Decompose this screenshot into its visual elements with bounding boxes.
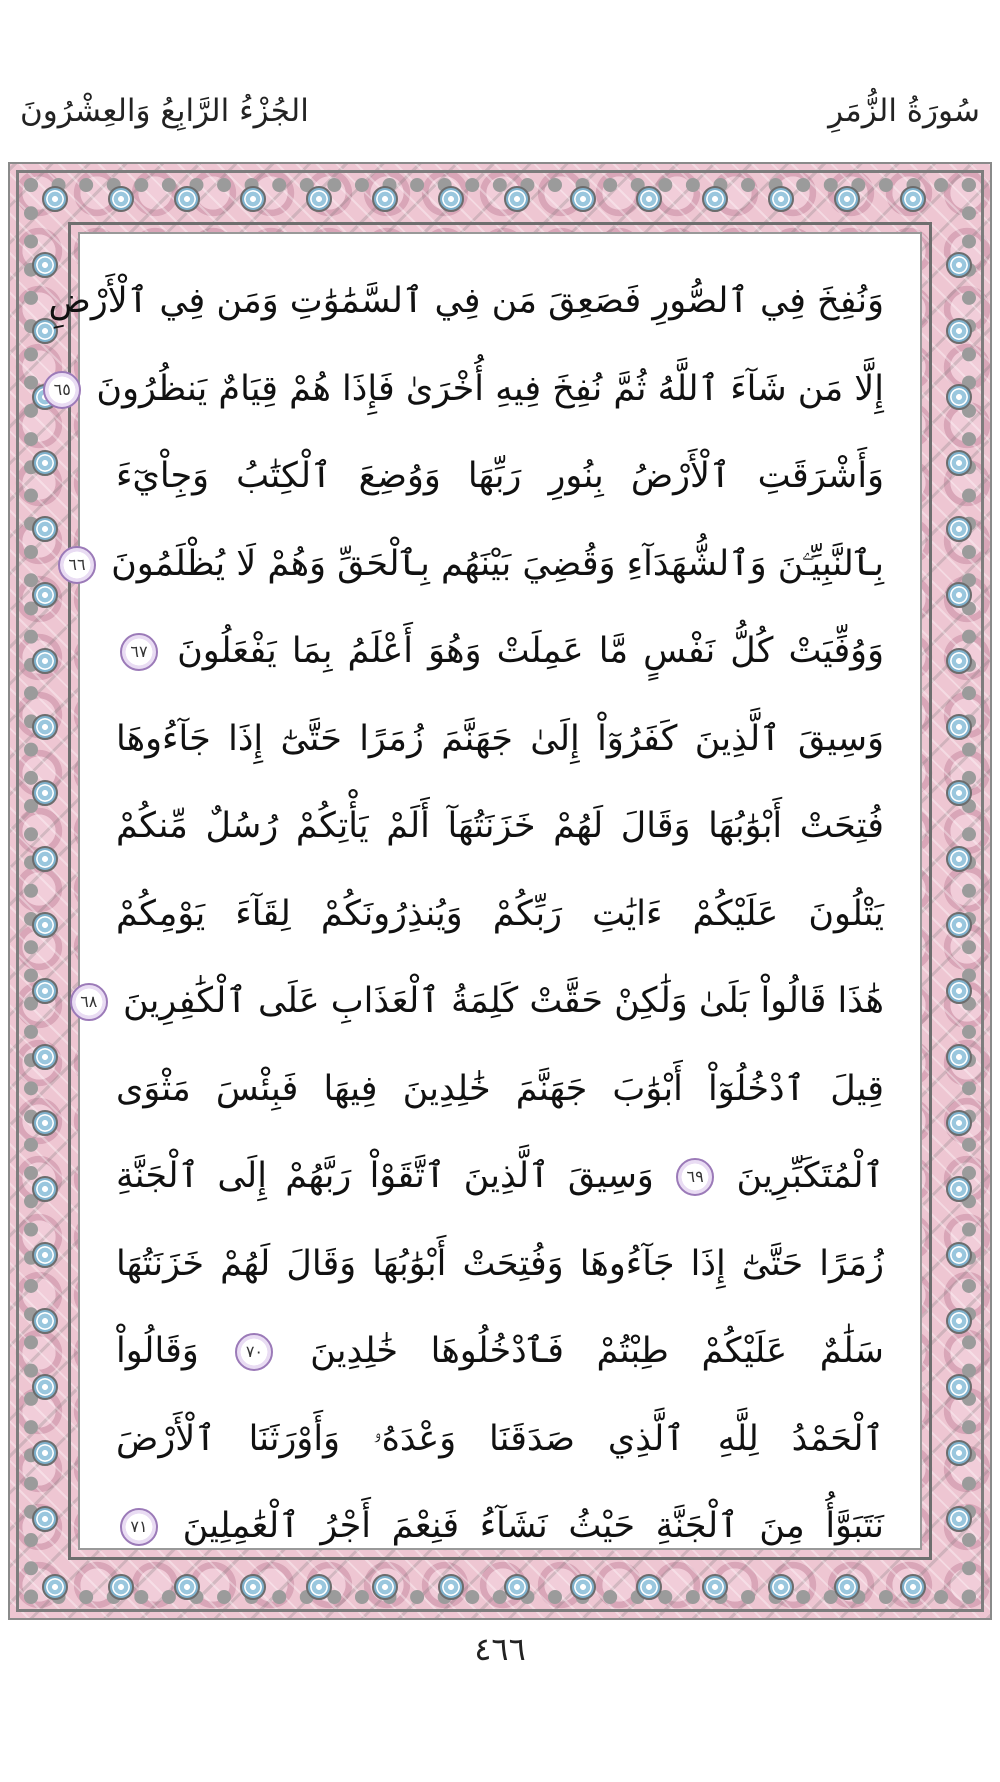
border-rosette-icon	[32, 648, 58, 674]
verse-text: وَقَالُواْ	[116, 1331, 199, 1371]
border-rosette-icon	[504, 1574, 530, 1600]
border-rosette-icon	[946, 1242, 972, 1268]
verse-text: بِٱلنَّبِيِّـۧنَ وَٱلشُّهَدَآءِ وَقُضِيَ بَيْنَهُم بِٱلْحَقِّ وَهُمْ لَا يُظْلَمُونَ	[111, 543, 884, 584]
border-rosette-icon	[946, 318, 972, 344]
border-rosette-icon	[32, 780, 58, 806]
border-rosette-icon	[768, 1574, 794, 1600]
verse-text: ٱلْحَمْدُ لِلَّهِ ٱلَّذِي صَدَقَنَا وَعْدَهُۥ وَأَوْرَثَنَا ٱلْأَرْضَ	[116, 1418, 884, 1459]
border-rosette-icon	[240, 1574, 266, 1600]
border-rosette-icon	[768, 186, 794, 212]
verse-text: سَلَٰمٌ عَلَيْكُمْ طِبْتُمْ فَٱدْخُلُوهَا خَٰلِدِينَ	[310, 1331, 884, 1371]
border-rosette-icon	[372, 186, 398, 212]
border-rosette-icon	[32, 1242, 58, 1268]
verse-text: قِيلَ ٱدْخُلُوٓاْ أَبْوَٰبَ جَهَنَّمَ خَٰلِدِينَ فِيهَا فَبِئْسَ مَثْوَى	[116, 1068, 884, 1109]
border-rosette-icon	[32, 912, 58, 938]
border-rosette-icon	[570, 1574, 596, 1600]
border-rosette-icon	[946, 1506, 972, 1532]
ayah-number-marker: ٦٧	[120, 633, 158, 671]
border-rosette-icon	[946, 1044, 972, 1070]
border-rosette-icon	[32, 1308, 58, 1334]
ayah-number-marker: ٦٨	[70, 983, 108, 1021]
border-rosette-icon	[42, 1574, 68, 1600]
border-rosette-icon	[834, 186, 860, 212]
verse-line	[116, 1396, 884, 1484]
border-rosette-icon	[702, 186, 728, 212]
juz-title: الجُزْءُ الرَّابِعُ وَالعِشْرُونَ	[20, 93, 309, 129]
border-rosette-icon	[946, 384, 972, 410]
ayah-number-marker: ٦٦	[58, 546, 96, 584]
verse-text: وَوُفِّيَتْ كُلُّ نَفْسٍ مَّا عَمِلَتْ وَهُوَ أَعْلَمُ بِمَا يَفْعَلُونَ	[177, 631, 884, 671]
border-rosette-icon	[946, 450, 972, 476]
border-rosette-icon	[702, 1574, 728, 1600]
border-rosette-icon	[946, 1176, 972, 1202]
border-rosette-icon	[32, 450, 58, 476]
border-rosette-icon	[834, 1574, 860, 1600]
page-number: ٤٦٦	[474, 1630, 526, 1668]
verse-text: هَٰذَا قَالُواْ بَلَىٰ وَلَٰكِنْ حَقَّتْ كَلِمَةُ ٱلْعَذَابِ عَلَى ٱلْكَٰفِرِينَ	[122, 981, 884, 1021]
verse-line	[116, 871, 884, 959]
verse-text: وَنُفِخَ فِي ٱلصُّورِ فَصَعِقَ مَن فِي ٱلسَّمَٰوَٰتِ وَمَن فِي ٱلْأَرْضِ	[48, 281, 884, 321]
border-rosette-icon	[946, 1374, 972, 1400]
ayah-number-marker: ٧٠	[235, 1333, 273, 1371]
verse-line	[116, 696, 884, 784]
border-rosette-icon	[946, 516, 972, 542]
verse-text: يَتْلُونَ عَلَيْكُمْ ءَايَٰتِ رَبِّكُمْ وَيُنذِرُونَكُمْ لِقَآءَ يَوْمِكُمْ	[116, 893, 884, 934]
border-rosette-icon	[946, 846, 972, 872]
verse-text: فُتِحَتْ أَبْوَٰبُهَا وَقَالَ لَهُمْ خَزَنَتُهَآ أَلَمْ يَأْتِكُمْ رُسُلٌ مِّنكُمْ	[116, 806, 884, 846]
verse-text: ٱلْمُتَكَبِّرِينَ	[736, 1156, 884, 1196]
border-rosette-icon	[946, 1110, 972, 1136]
ayah-number-marker: ٦٥	[43, 371, 81, 409]
border-rosette-icon	[32, 1176, 58, 1202]
border-rosette-icon	[174, 186, 200, 212]
verse-line	[116, 1046, 884, 1134]
verse-line	[116, 1133, 884, 1221]
border-rosette-icon	[900, 186, 926, 212]
verse-line	[80, 958, 884, 1046]
border-rosette-icon	[32, 978, 58, 1004]
border-rosette-icon	[946, 582, 972, 608]
verse-text: وَأَشْرَقَتِ ٱلْأَرْضُ بِنُورِ رَبِّهَا وَوُضِعَ ٱلْكِتَٰبُ وَجِاْيٓءَ	[116, 456, 884, 496]
border-rosette-icon	[946, 252, 972, 278]
border-rosette-icon	[636, 186, 662, 212]
border-rosette-icon	[32, 1044, 58, 1070]
verse-line	[116, 433, 884, 521]
border-rosette-icon	[946, 912, 972, 938]
border-rosette-icon	[306, 1574, 332, 1600]
border-rosette-icon	[946, 978, 972, 1004]
verse-line	[116, 1221, 884, 1309]
ornamental-border	[8, 162, 992, 1620]
surah-title: سُورَةُ الزُّمَرِ	[828, 93, 980, 129]
border-rosette-icon	[32, 714, 58, 740]
border-rosette-icon	[900, 1574, 926, 1600]
verse-line	[116, 783, 884, 871]
border-rosette-icon	[32, 1506, 58, 1532]
border-rosette-icon	[108, 186, 134, 212]
border-rosette-icon	[946, 648, 972, 674]
verse-line	[68, 521, 884, 609]
border-rosette-icon	[636, 1574, 662, 1600]
border-rosette-icon	[108, 1574, 134, 1600]
verse-lines	[48, 258, 884, 1571]
border-rosette-icon	[32, 1110, 58, 1136]
border-rosette-icon	[504, 186, 530, 212]
border-rosette-icon	[438, 186, 464, 212]
border-rosette-icon	[946, 1440, 972, 1466]
verse-text: إِلَّا مَن شَآءَ ٱللَّهُ ثُمَّ نُفِخَ فِيهِ أُخْرَىٰ فَإِذَا هُمْ قِيَامٌ يَنظُرُونَ	[96, 368, 884, 409]
verse-line	[48, 258, 884, 346]
border-rosette-icon	[438, 1574, 464, 1600]
page-header	[20, 86, 980, 136]
ayah-number-marker: ٧١	[120, 1508, 158, 1546]
verse-line	[53, 346, 884, 434]
verse-text: نَتَبَوَّأُ مِنَ ٱلْجَنَّةِ حَيْثُ نَشَآءُ فَنِعْمَ أَجْرُ ٱلْعَٰمِلِينَ	[182, 1506, 884, 1546]
border-rosette-icon	[32, 1440, 58, 1466]
border-rosette-icon	[372, 1574, 398, 1600]
border-rosette-icon	[32, 846, 58, 872]
verse-text: زُمَرًا حَتَّىٰٓ إِذَا جَآءُوهَا وَفُتِحَتْ أَبْوَٰبُهَا وَقَالَ لَهُمْ خَزَنَتُهَا	[116, 1243, 884, 1284]
verse-line	[116, 1308, 884, 1396]
verse-line	[116, 608, 884, 696]
border-rosette-icon	[946, 1308, 972, 1334]
border-rosette-icon	[174, 1574, 200, 1600]
border-rosette-icon	[946, 780, 972, 806]
text-panel	[48, 232, 922, 1550]
border-rosette-icon	[42, 186, 68, 212]
verse-text: وَسِيقَ ٱلَّذِينَ كَفَرُوٓاْ إِلَىٰ جَهَنَّمَ زُمَرًا حَتَّىٰٓ إِذَا جَآءُوهَا	[116, 718, 884, 759]
border-rosette-icon	[946, 714, 972, 740]
verse-line	[116, 1483, 884, 1571]
border-rosette-icon	[240, 186, 266, 212]
border-rosette-icon	[306, 186, 332, 212]
border-rosette-icon	[32, 1374, 58, 1400]
border-rosette-icon	[570, 186, 596, 212]
verse-text: وَسِيقَ ٱلَّذِينَ ٱتَّقَوْاْ رَبَّهُمْ إِلَى ٱلْجَنَّةِ	[116, 1156, 654, 1196]
ayah-number-marker: ٦٩	[676, 1158, 714, 1196]
